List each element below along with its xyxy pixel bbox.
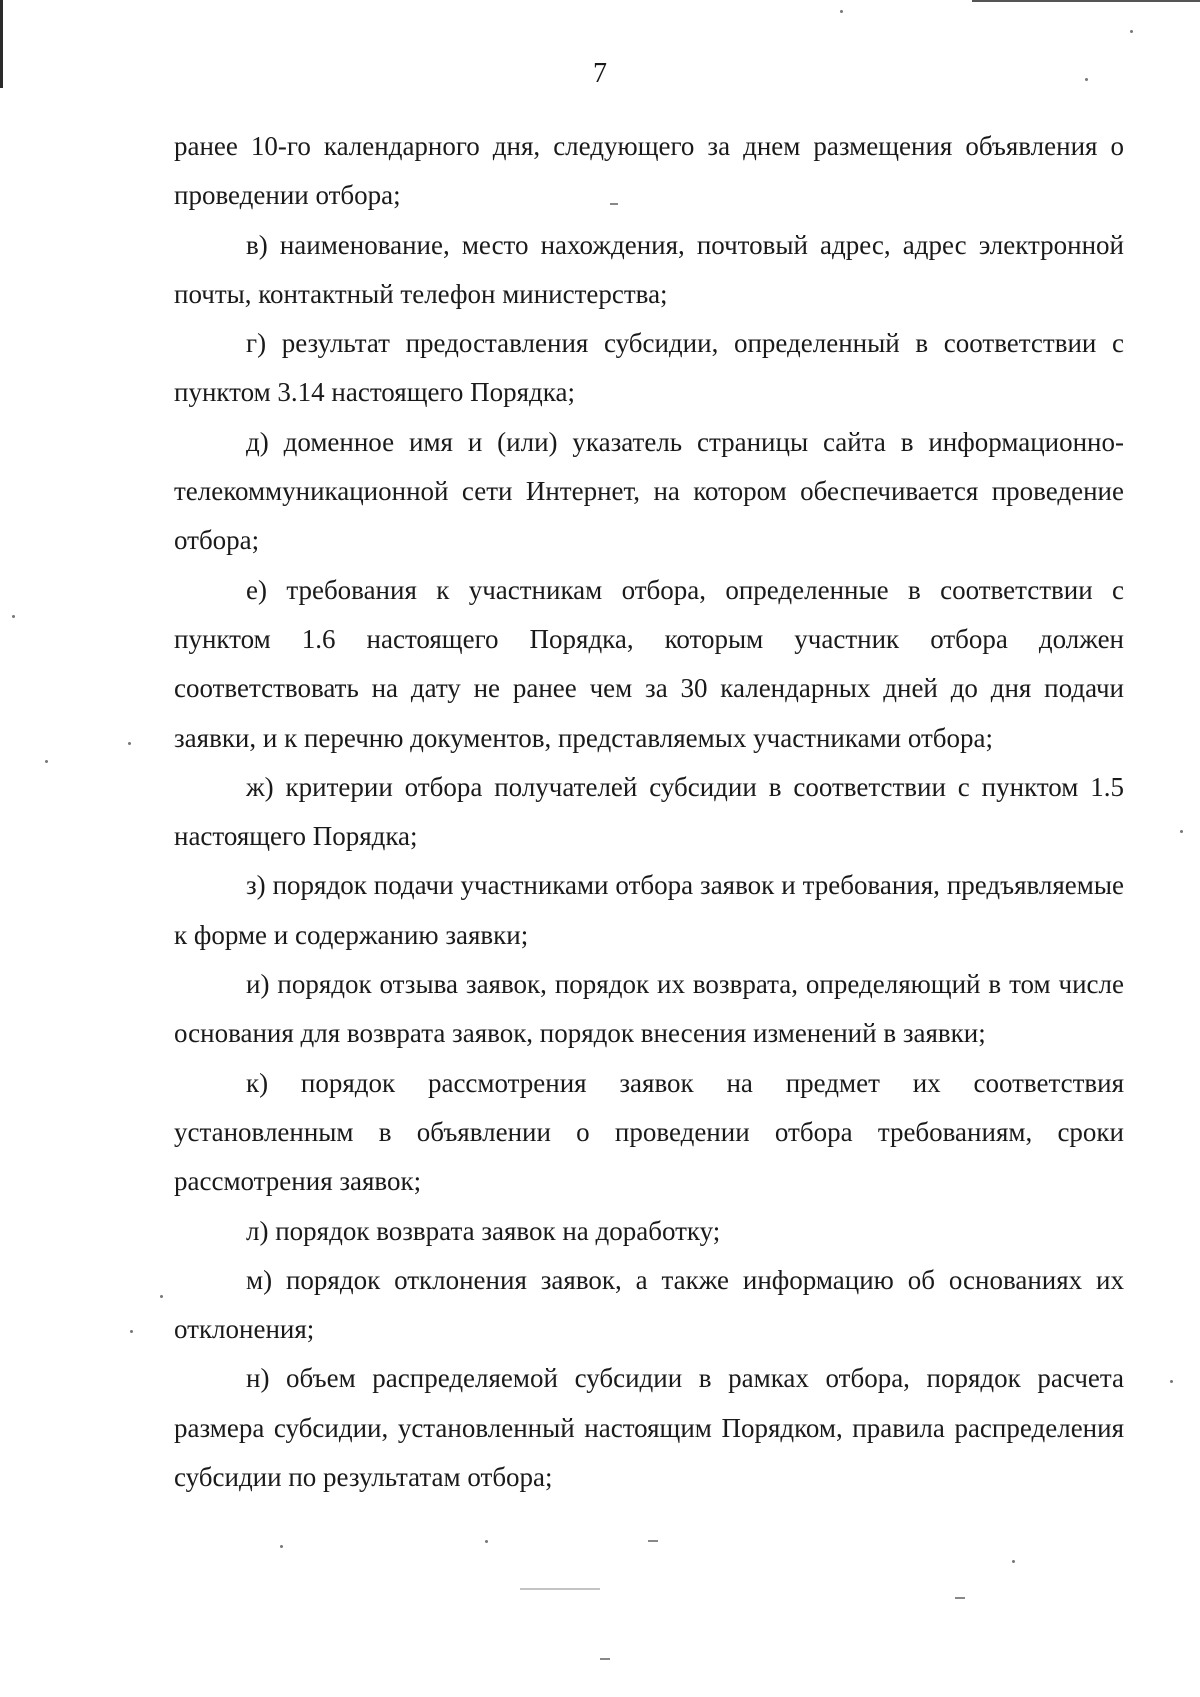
scan-speck xyxy=(1180,830,1183,833)
list-item-d: д) доменное имя и (или) указатель страницы сайта в информационно-телекоммуникационной сети Интернет, на котором обеспечивается проведение отбора; xyxy=(174,426,1124,556)
list-item-g: г) результат предоставления субсидии, определенный в соответствии с пунктом 3.14 настоящего Порядка; xyxy=(174,328,1124,408)
scan-speck xyxy=(1170,1380,1173,1383)
scan-speck xyxy=(840,10,843,13)
list-item-i: и) порядок отзыва заявок, порядок их возврата, определяющий в том числе основания для возврата заявок, порядок внесения изменений в заявки; xyxy=(174,969,1124,1049)
scan-speck xyxy=(12,615,15,618)
list-item-v: в) наименование, место нахождения, почтовый адрес, адрес электронной почты, контактный телефон министерства; xyxy=(174,229,1124,309)
scan-speck xyxy=(1012,1560,1015,1563)
scan-speck xyxy=(128,742,131,745)
scan-edge-mark xyxy=(972,0,1200,2)
scan-speck xyxy=(1130,30,1133,33)
list-item-k: к) порядок рассмотрения заявок на предмет их соответствия установленным в объявлении о проведении отбора требованиям, сроки рассмотрения заявок; xyxy=(174,1067,1124,1197)
scan-speck xyxy=(485,1540,488,1543)
scan-speck xyxy=(160,1295,163,1298)
page-number: 7 xyxy=(593,58,607,89)
scan-speck xyxy=(955,1597,965,1599)
list-item-e: е) требования к участникам отбора, определенные в соответствии с пунктом 1.6 настоящего Порядка, которым участник отбора должен соответствовать на дату не ранее чем за 30 календарных дней до дня подачи заявки, и к перечню документов, представляемых участниками отбора; xyxy=(174,574,1124,753)
scan-speck xyxy=(45,760,48,763)
scan-speck xyxy=(280,1545,283,1548)
paragraph-continuation: ранее 10-го календарного дня, следующего за днем размещения объявления о проведении отбора; xyxy=(174,131,1124,211)
list-item-l: л) порядок возврата заявок на доработку; xyxy=(246,1215,721,1246)
scan-speck xyxy=(600,1658,610,1660)
scan-speck xyxy=(1085,78,1088,81)
scan-speck xyxy=(130,1330,133,1333)
scan-speck xyxy=(648,1540,658,1542)
scan-speck xyxy=(610,203,618,205)
list-item-m: м) порядок отклонения заявок, а также информацию об основаниях их отклонения; xyxy=(174,1264,1124,1345)
scan-speck xyxy=(520,1588,600,1590)
list-item-zh: ж) критерии отбора получателей субсидии в соответствии с пунктом 1.5 настоящего Порядка; xyxy=(174,771,1124,852)
list-item-n: н) объем распределяемой субсидии в рамках отбора, порядок расчета размера субсидии, установленный настоящим Порядком, правила распределения субсидии по результатам отбора; xyxy=(174,1363,1124,1493)
document-body xyxy=(174,122,1124,1502)
list-item-z: з) порядок подачи участниками отбора заявок и требования, предъявляемые к форме и содержанию заявки; xyxy=(174,870,1124,950)
